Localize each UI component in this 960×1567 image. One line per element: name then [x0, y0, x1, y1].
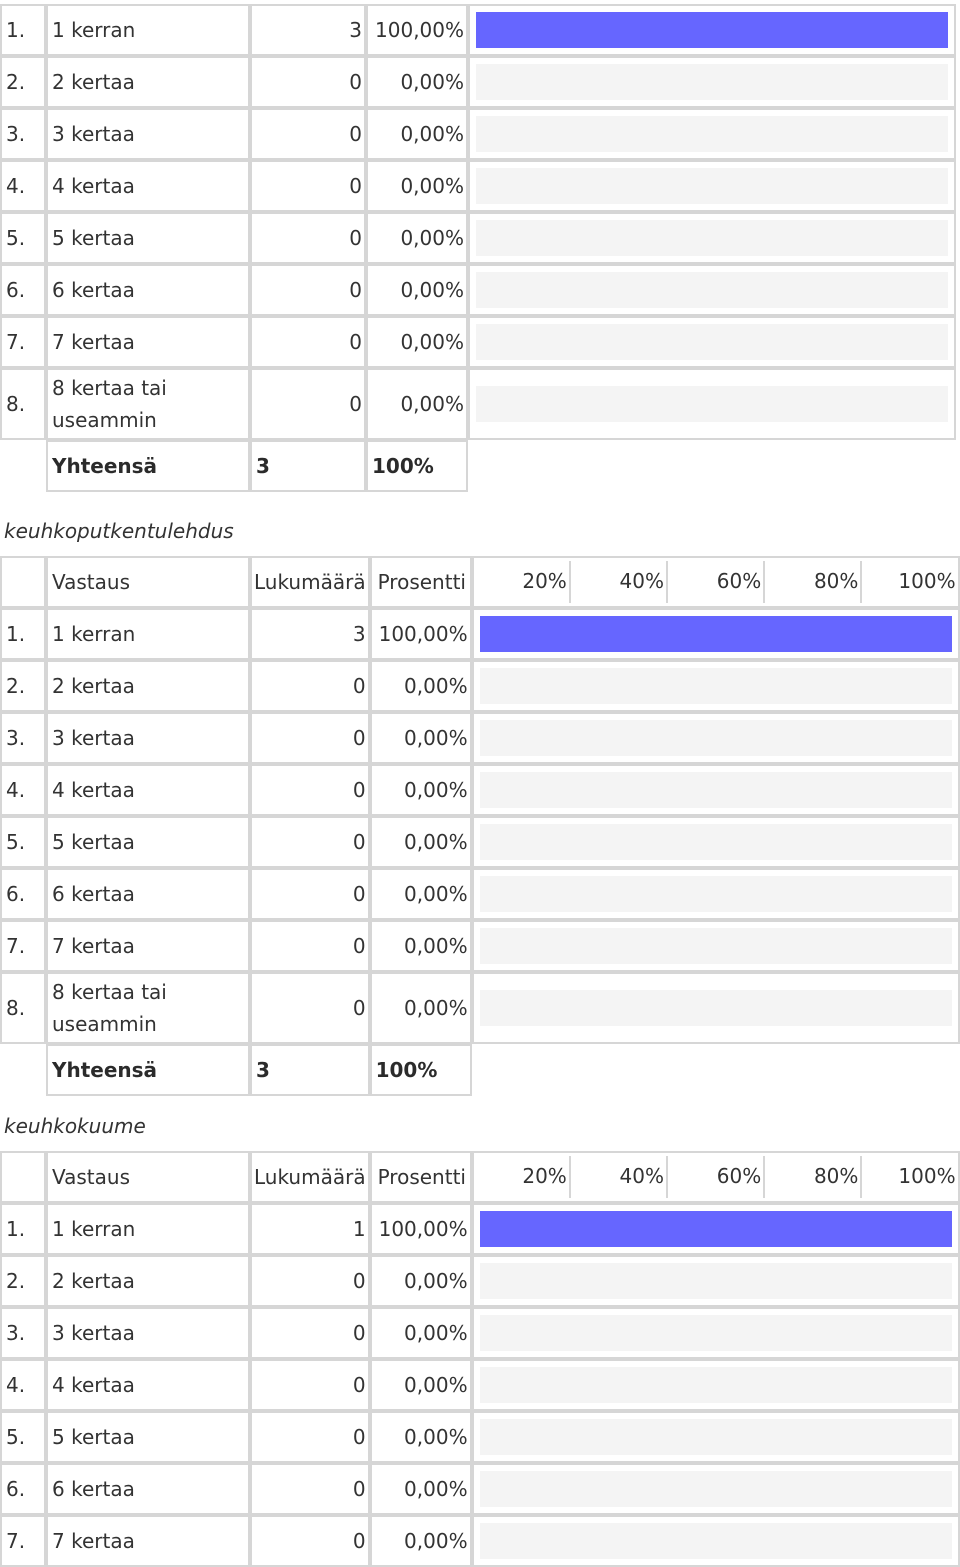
row-percent: 0,00% [366, 108, 468, 160]
row-percent: 0,00% [366, 160, 468, 212]
row-answer: 6 kertaa [46, 1463, 250, 1515]
row-answer: 2 kertaa [46, 660, 250, 712]
row-bar-cell [468, 56, 956, 108]
percentage-bar-track [480, 876, 952, 912]
scale-tick: 20% [474, 1156, 571, 1198]
row-percent: 0,00% [370, 712, 472, 764]
percentage-bar-track [476, 220, 948, 256]
row-answer: 1 kerran [46, 1203, 250, 1255]
row-percent: 0,00% [370, 1255, 472, 1307]
row-bar-cell [472, 1463, 960, 1515]
header-answer: Vastaus [46, 1151, 250, 1203]
percentage-bar-track [480, 1211, 952, 1247]
table-row [0, 1515, 960, 1567]
row-bar-cell [468, 212, 956, 264]
percentage-bar-track [476, 12, 948, 48]
percentage-bar-fill [480, 616, 952, 652]
row-percent: 0,00% [370, 868, 472, 920]
row-count: 3 [250, 608, 370, 660]
percentage-bar-track [476, 386, 948, 422]
percentage-bar-fill [476, 12, 948, 48]
row-percent: 0,00% [366, 316, 468, 368]
row-answer: 3 kertaa [46, 1307, 250, 1359]
row-bar-cell [472, 972, 960, 1044]
header-percent: Prosentti [370, 556, 472, 608]
results-block-1 [0, 556, 960, 1096]
row-answer: 5 kertaa [46, 816, 250, 868]
percentage-bar-track [476, 64, 948, 100]
row-count: 0 [250, 108, 366, 160]
percentage-bar-track [480, 928, 952, 964]
row-bar-cell [472, 712, 960, 764]
total-row [0, 440, 956, 492]
row-answer: 3 kertaa [46, 108, 250, 160]
total-label: Yhteensä [46, 1044, 250, 1096]
row-percent: 100,00% [370, 608, 472, 660]
rows-0 [0, 4, 956, 492]
row-percent: 0,00% [370, 660, 472, 712]
row-bar-cell [472, 816, 960, 868]
table-row [0, 1359, 960, 1411]
row-number: 1. [0, 1203, 46, 1255]
table-row [0, 712, 960, 764]
row-count: 0 [250, 316, 366, 368]
total-label: Yhteensä [46, 440, 250, 492]
row-answer: 4 kertaa [46, 1359, 250, 1411]
total-percent: 100% [366, 440, 468, 492]
row-bar-cell [472, 1515, 960, 1567]
row-answer: 7 kertaa [46, 316, 250, 368]
row-count: 0 [250, 660, 370, 712]
scale-tick: 20% [474, 561, 571, 603]
results-table-2 [0, 1151, 960, 1567]
row-number: 7. [0, 316, 46, 368]
row-count: 0 [250, 1359, 370, 1411]
results-table-0 [0, 4, 956, 492]
table-row [0, 868, 960, 920]
row-count: 0 [250, 816, 370, 868]
total-count: 3 [250, 440, 366, 492]
percentage-bar-track [480, 720, 952, 756]
row-number: 3. [0, 712, 46, 764]
row-answer: 8 kertaa tai useammin [46, 972, 250, 1044]
results-block-0 [0, 4, 960, 492]
row-count: 0 [250, 1255, 370, 1307]
row-bar-cell [468, 160, 956, 212]
percentage-bar-track [480, 824, 952, 860]
row-number: 7. [0, 920, 46, 972]
table-row [0, 660, 960, 712]
table-row [0, 108, 956, 160]
row-bar-cell [472, 920, 960, 972]
percentage-bar-track [476, 116, 948, 152]
row-number: 5. [0, 816, 46, 868]
row-percent: 0,00% [370, 1359, 472, 1411]
row-number: 2. [0, 660, 46, 712]
table-row [0, 1203, 960, 1255]
scale-tick: 80% [765, 561, 862, 603]
row-count: 0 [250, 764, 370, 816]
row-percent: 0,00% [366, 212, 468, 264]
header-count: Lukumäärä [250, 1151, 370, 1203]
scale-tick: 60% [668, 561, 765, 603]
table-row [0, 368, 956, 440]
row-bar-cell [472, 868, 960, 920]
row-bar-cell [472, 1255, 960, 1307]
row-number: 6. [0, 1463, 46, 1515]
percentage-bar-track [480, 1471, 952, 1507]
row-number: 4. [0, 160, 46, 212]
table-row [0, 316, 956, 368]
row-bar-cell [468, 4, 956, 56]
percentage-bar-track [480, 616, 952, 652]
rows-2 [0, 1203, 960, 1567]
percentage-bar-track [476, 168, 948, 204]
percentage-bar-track [480, 1419, 952, 1455]
scale-tick: 40% [571, 561, 668, 603]
row-count: 0 [250, 212, 366, 264]
percentage-bar-track [480, 1523, 952, 1559]
row-percent: 0,00% [370, 1515, 472, 1567]
table-row [0, 608, 960, 660]
row-percent: 0,00% [370, 920, 472, 972]
percentage-bar-track [476, 324, 948, 360]
table-row [0, 1463, 960, 1515]
row-count: 1 [250, 1203, 370, 1255]
table-row [0, 764, 960, 816]
row-number: 8. [0, 368, 46, 440]
row-number: 3. [0, 1307, 46, 1359]
row-percent: 0,00% [370, 764, 472, 816]
header-scale [472, 556, 960, 608]
row-count: 0 [250, 1463, 370, 1515]
row-bar-cell [468, 264, 956, 316]
row-answer: 2 kertaa [46, 56, 250, 108]
table-row [0, 264, 956, 316]
table-row [0, 1307, 960, 1359]
row-number: 5. [0, 212, 46, 264]
row-answer: 5 kertaa [46, 1411, 250, 1463]
row-count: 3 [250, 4, 366, 56]
percentage-bar-track [480, 668, 952, 704]
row-number: 6. [0, 264, 46, 316]
row-count: 0 [250, 160, 366, 212]
row-bar-cell [468, 368, 956, 440]
row-bar-cell [468, 316, 956, 368]
percentage-bar-track [480, 1367, 952, 1403]
percentage-bar-track [476, 272, 948, 308]
row-count: 0 [250, 368, 366, 440]
row-bar-cell [472, 764, 960, 816]
scale-tick: 100% [898, 1164, 956, 1188]
row-number: 4. [0, 1359, 46, 1411]
percentage-bar-track [480, 772, 952, 808]
percentage-bar-fill [480, 1211, 952, 1247]
percentage-bar-track [480, 990, 952, 1026]
row-number: 4. [0, 764, 46, 816]
row-answer: 4 kertaa [46, 764, 250, 816]
total-row [0, 1044, 960, 1096]
scale-tick: 80% [765, 1156, 862, 1198]
row-number: 1. [0, 608, 46, 660]
row-number: 6. [0, 868, 46, 920]
results-table-1 [0, 556, 960, 1096]
row-percent: 0,00% [366, 56, 468, 108]
row-percent: 100,00% [370, 1203, 472, 1255]
row-count: 0 [250, 712, 370, 764]
table-row [0, 1255, 960, 1307]
header-answer: Vastaus [46, 556, 250, 608]
row-answer: 3 kertaa [46, 712, 250, 764]
row-number: 2. [0, 56, 46, 108]
row-answer: 6 kertaa [46, 264, 250, 316]
table-row [0, 920, 960, 972]
row-percent: 0,00% [366, 264, 468, 316]
total-percent: 100% [370, 1044, 472, 1096]
row-bar-cell [472, 1359, 960, 1411]
table-row [0, 160, 956, 212]
row-number: 7. [0, 1515, 46, 1567]
table-row [0, 816, 960, 868]
row-bar-cell [472, 1411, 960, 1463]
section-title-keuhkokuume: keuhkokuume [4, 1114, 146, 1138]
scale-tick: 100% [898, 569, 956, 593]
row-number: 8. [0, 972, 46, 1044]
row-count: 0 [250, 868, 370, 920]
table-header [0, 556, 960, 608]
header-scale [472, 1151, 960, 1203]
scale-tick: 40% [571, 1156, 668, 1198]
row-answer: 4 kertaa [46, 160, 250, 212]
percentage-bar-track [480, 1315, 952, 1351]
total-count: 3 [250, 1044, 370, 1096]
row-count: 0 [250, 920, 370, 972]
table-row [0, 1411, 960, 1463]
header-count: Lukumäärä [250, 556, 370, 608]
row-count: 0 [250, 1307, 370, 1359]
row-bar-cell [472, 608, 960, 660]
row-answer: 2 kertaa [46, 1255, 250, 1307]
percentage-bar-track [480, 1263, 952, 1299]
row-bar-cell [472, 1307, 960, 1359]
row-bar-cell [468, 108, 956, 160]
row-percent: 0,00% [370, 972, 472, 1044]
scale-tick: 60% [668, 1156, 765, 1198]
row-answer: 5 kertaa [46, 212, 250, 264]
row-count: 0 [250, 264, 366, 316]
row-count: 0 [250, 56, 366, 108]
row-number: 5. [0, 1411, 46, 1463]
row-bar-cell [472, 660, 960, 712]
rows-1 [0, 608, 960, 1096]
row-percent: 100,00% [366, 4, 468, 56]
header-percent: Prosentti [370, 1151, 472, 1203]
row-answer: 6 kertaa [46, 868, 250, 920]
row-count: 0 [250, 972, 370, 1044]
table-header [0, 1151, 960, 1203]
row-answer: 1 kerran [46, 4, 250, 56]
row-answer: 7 kertaa [46, 1515, 250, 1567]
row-number: 1. [0, 4, 46, 56]
table-row [0, 972, 960, 1044]
row-number: 3. [0, 108, 46, 160]
row-percent: 0,00% [370, 1463, 472, 1515]
row-percent: 0,00% [366, 368, 468, 440]
row-answer: 8 kertaa tai useammin [46, 368, 250, 440]
row-bar-cell [472, 1203, 960, 1255]
row-count: 0 [250, 1411, 370, 1463]
row-percent: 0,00% [370, 1307, 472, 1359]
row-percent: 0,00% [370, 816, 472, 868]
row-answer: 7 kertaa [46, 920, 250, 972]
results-block-2 [0, 1151, 960, 1567]
table-row [0, 4, 956, 56]
row-number: 2. [0, 1255, 46, 1307]
row-answer: 1 kerran [46, 608, 250, 660]
row-count: 0 [250, 1515, 370, 1567]
section-title-keuhkoputkentulehdus: keuhkoputkentulehdus [4, 519, 234, 543]
table-row [0, 56, 956, 108]
row-percent: 0,00% [370, 1411, 472, 1463]
table-row [0, 212, 956, 264]
